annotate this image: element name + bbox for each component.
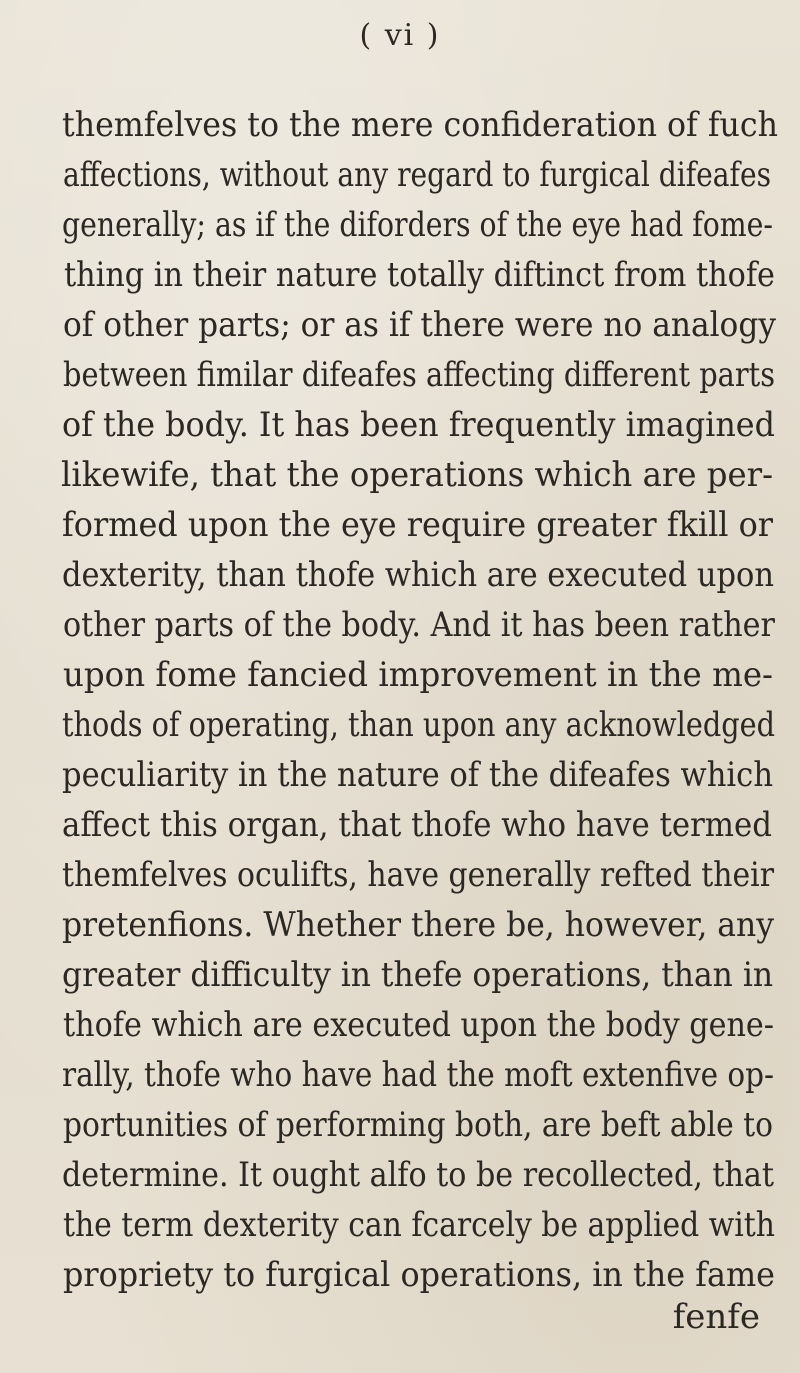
text-line: affections, without any regard to furgical difeafes [63,155,772,195]
catchword: fenfe [672,1297,760,1337]
text-line: thofe which are executed upon the body gene- [63,1005,775,1045]
text-line: between fimilar difeafes affecting different parts [63,355,776,395]
text-line: themfelves to the mere confideration of fuch [62,105,779,145]
text-line: portunities of performing both, are beft able to [63,1105,773,1145]
text-line: pretenfions. Whether there be, however, any [62,905,775,945]
page-number: ( vi ) [359,18,441,53]
text-line: generally; as if the diforders of the eye had fome- [62,205,773,245]
text-line: dexterity, than thofe which are executed upon [62,555,774,595]
text-line: rally, thofe who have had the moft extenfive op- [62,1055,774,1095]
text-line: greater difficulty in thefe operations, than in [62,955,774,995]
text-line: thods of operating, than upon any acknowledged [62,705,775,745]
text-line: affect this organ, that thofe who have termed [62,805,772,845]
text-line: thing in their nature totally diftinct from thofe [64,255,775,295]
text-line: determine. It ought alfo to be recollected, that [62,1155,775,1195]
text-line: themfelves oculifts, have generally refted their [62,855,774,895]
text-line: of other parts; or as if there were no analogy [63,305,776,345]
text-line: upon fome fancied improvement in the me- [63,655,773,695]
text-line: peculiarity in the nature of the difeafes which [62,755,774,795]
text-line: formed upon the eye require greater fkill or [62,505,774,545]
text-line: of the body. It has been frequently imagined [62,405,775,445]
text-line: other parts of the body. And it has been rather [63,605,775,645]
text-line: likewife, that the operations which are per- [61,455,774,495]
text-line: the term dexterity can fcarcely be applied with [63,1205,775,1245]
text-line: propriety to furgical operations, in the fame [63,1255,776,1295]
